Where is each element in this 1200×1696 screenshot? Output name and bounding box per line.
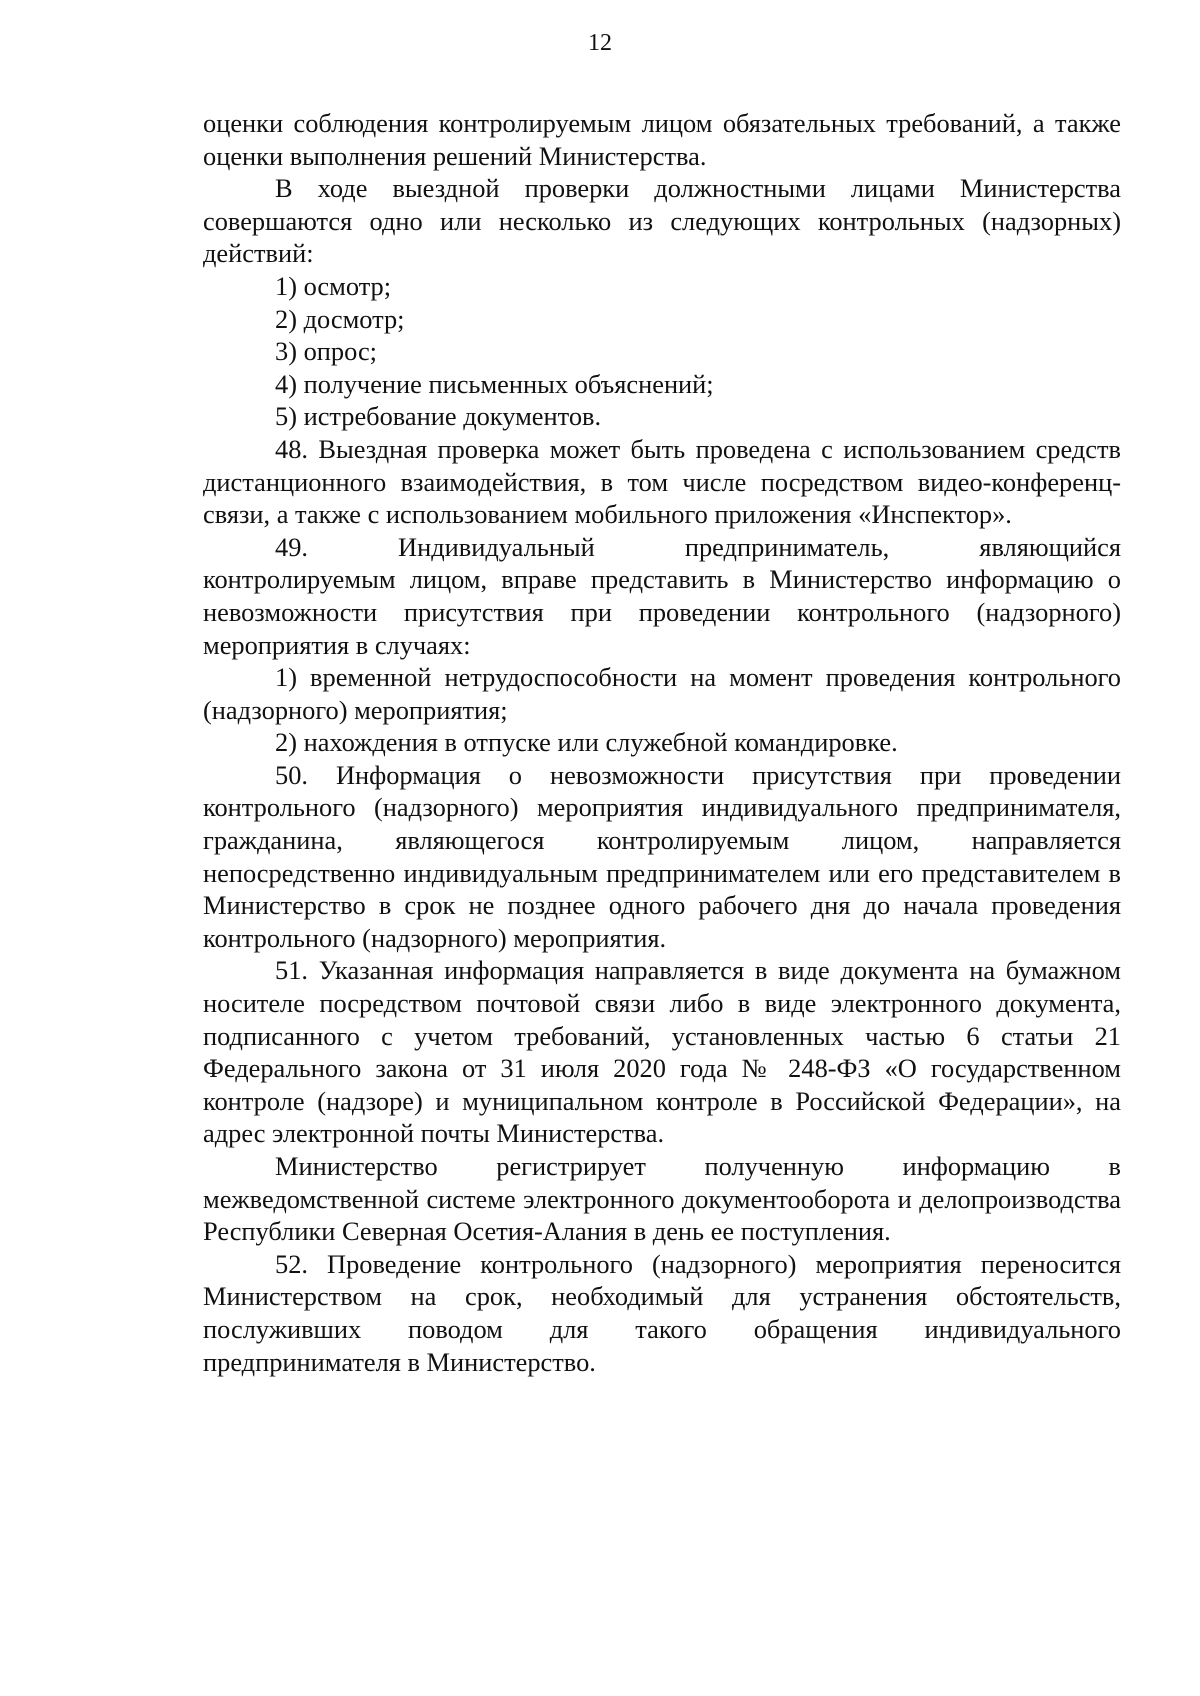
paragraph-49-case-1: 1) временной нетрудоспособности на момент проведения контрольного (надзорного) мероприятия; [203, 662, 1121, 725]
paragraph-50: 50. Информация о невозможности присутствия при проведении контрольного (надзорного) мероприятия индивидуального предпринимателя, гражданина, являющегося контролируемым лицом, направляется непосредственно индивидуальным предпринимателем или его представителем в Министерство в срок не позднее одного рабочего дня до начала проведения контрольного (надзорного) мероприятия. [203, 759, 1121, 953]
page-number: 12 [588, 30, 612, 56]
list-item-search: 2) досмотр; [275, 303, 405, 334]
paragraph-continuation: оценки соблюдения контролируемым лицом обязательных требований, а также оценки выполнения решений Министерства. [203, 108, 1121, 171]
list-item-inspection: 1) осмотр; [275, 270, 392, 301]
list-item-interview: 3) опрос; [275, 336, 377, 367]
paragraph-49: контролируемым лицом, вправе представить в Министерство информацию о невозможности присутствия при проведении контрольного (надзорного) мероприятия в случаях: [203, 564, 1121, 660]
list-item-written-explanations: 4) получение письменных объяснений; [275, 368, 714, 399]
paragraph-51-registration: Министерство регистрирует полученную информацию в межведомственной системе электронного документооборота и делопроизводства Республики Северная Осетия-Алания в день ее поступления. [203, 1151, 1121, 1247]
paragraph-51: 51. Указанная информация направляется в виде документа на бумажном носителе посредством почтовой связи либо в виде электронного документа, подписанного с учетом требований, установленных частью 6 статьи 21 Федерального закона от 31 июля 2020 года № 248-ФЗ «О государственном контроле (надзоре) и муниципальном контроле в Российской Федерации», на адрес электронной почты Министерства. [203, 955, 1121, 1149]
list-item-document-request: 5) истребование документов. [275, 401, 602, 432]
paragraph-52: 52. Проведение контрольного (надзорного) мероприятия переносится Министерством на срок, необходимый для устранения обстоятельств, послуживших поводом для такого обращения индивидуального предпринимателя в Министерство. [203, 1248, 1121, 1377]
paragraph-49-first-line: 49. Индивидуальный предприниматель, являющийся [275, 531, 1121, 562]
paragraph-48: 48. Выездная проверка может быть проведена с использованием средств дистанционного взаимодействия, в том числе посредством видео-конференц-связи, а также с использованием мобильного приложения «Инспектор». [203, 433, 1121, 530]
document-body [203, 107, 1121, 1378]
paragraph-49-case-2: 2) нахождения в отпуске или служебной командировке. [275, 727, 898, 758]
paragraph-inspection-actions: В ходе выездной проверки должностными лицами Министерства совершаются одно или несколько из следующих контрольных (надзорных) действий: [203, 173, 1121, 269]
